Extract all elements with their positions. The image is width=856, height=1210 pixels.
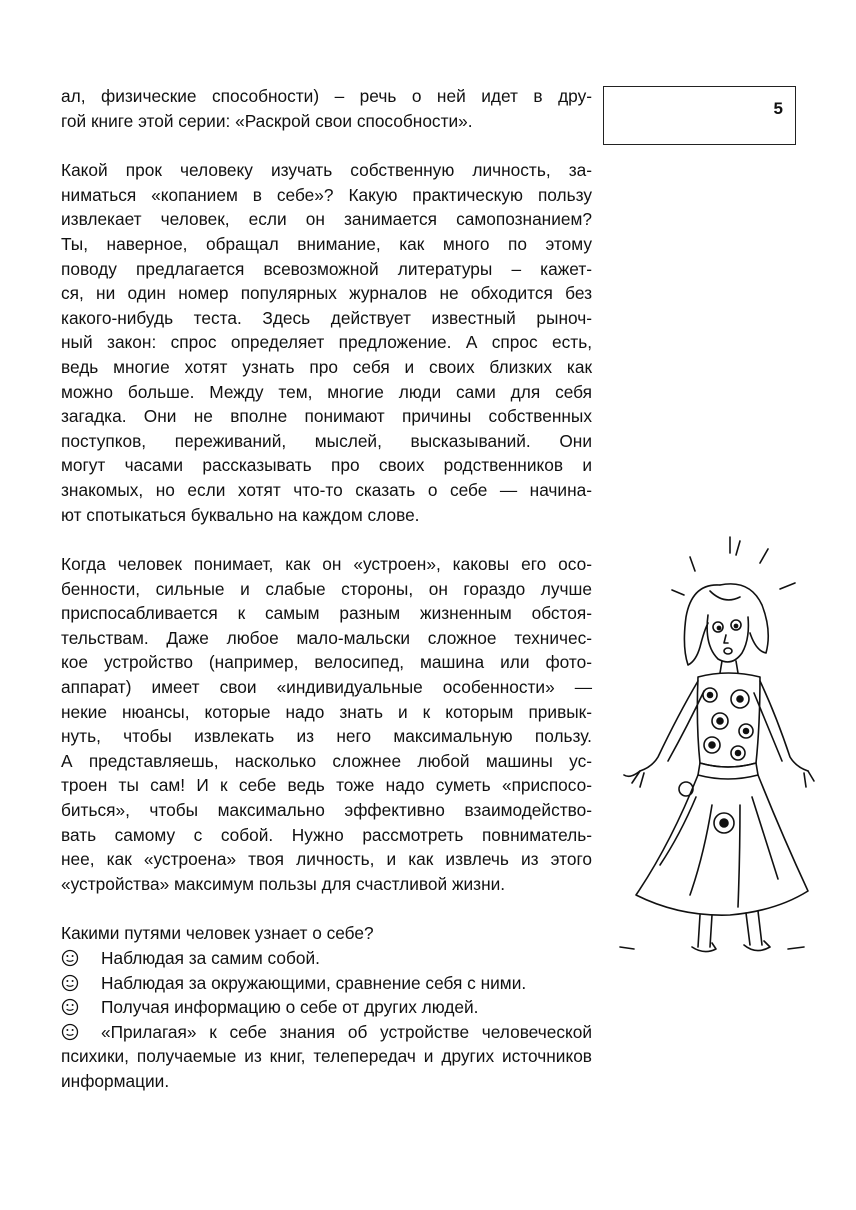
paragraph-2: Какой прок человеку изучать собственную личность, за- ниматься «копанием в себе»? Какую практическую пользу извлекает человек, если он занимается самопознанием? Ты, наверное, обращал внимание, как много по этому поводу предлагается всевозможной литературы – кажет- ся, ни один номер популярных журналов не обходится без какого-нибудь теста. Здесь действует известный рыноч- ный закон: спрос определяет предложение. А спрос есть, ведь многие хотят узнать про себя и своих близких как можно больше. Между тем, многие люди сами для себя загадка. Они не вполне понимают причины собственных поступков, переживаний, мыслей, высказываний. Они могут часами рассказывать про своих родственников и знакомых, но если хотят что-то сказать о себе — начина- ют спотыкаться буквально на каждом слове.: [61, 160, 592, 525]
list-item: Наблюдая за самим собой.: [61, 946, 592, 971]
question-heading: Какими путями человек узнает о себе?: [61, 923, 374, 944]
list-item: Получая информацию о себе от других людей.: [61, 995, 592, 1020]
list-item: Наблюдая за окружающими, сравнение себя с ними.: [61, 971, 592, 996]
smiley-icon: [61, 998, 79, 1016]
smiley-icon: [61, 974, 79, 992]
page-number-box: [603, 86, 796, 145]
girl-illustration: [600, 535, 820, 965]
paragraph-1: ал, физические способности) – речь о ней идет в дру- гой книге этой серии: «Раскрой свои способности».: [61, 86, 592, 131]
page-number: 5: [773, 99, 783, 118]
ways-list: [61, 946, 592, 1094]
smiley-icon: [61, 949, 79, 967]
paragraph-3: Когда человек понимает, как он «устроен», каковы его осо- бенности, сильные и слабые стороны, он гораздо лучше приспосабливается к самым разным жизненным обстоя- тельствам. Даже любое мало-мальски сложное техничес- кое устройство (например, велосипед, машина или фото- аппарат) имеет свои «индивидуальные особенности» — некие нюансы, которые надо знать и к которым привык- нуть, чтобы извлекать из него максимальную пользу. А представляешь, насколько сложнее любой машины ус- троен ты сам! И к себе ведь тоже надо суметь «приспосо- биться», чтобы максимально эффективно взаимодейство- вать самому с собой. Нужно рассмотреть повниматель- нее, как «устроена» твоя личность, и как извлечь из этого «устройства» максимум пользы для счастливой жизни.: [61, 554, 592, 894]
smiley-icon: [61, 1023, 79, 1041]
main-text: [61, 84, 592, 1094]
list-item: «Прилагая» к себе знания об устройстве человеческой психики, получаемые из книг, телепередач и других источников информации.: [61, 1021, 592, 1091]
